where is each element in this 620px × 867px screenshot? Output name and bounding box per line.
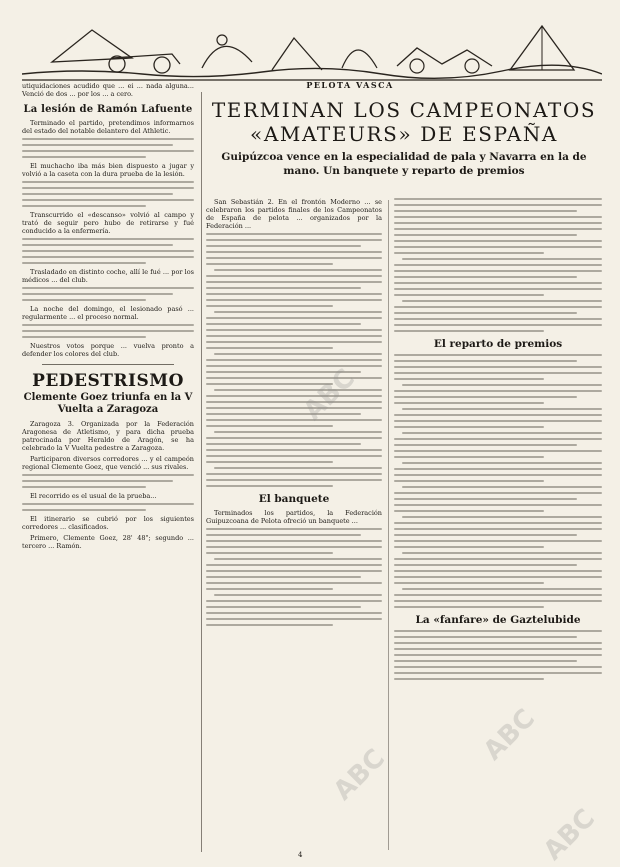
story-paragraph: Nuestros votos porque ... vuelva pronto a defender los colores del club.: [22, 342, 194, 358]
banquet-paragraph: Terminados los partidos, la Federación Guipuzcoana de Pelota ofreció un banquete ...: [206, 509, 382, 525]
main-headline: TERMINAN LOS CAMPEONATOS «AMATEURS» DE ESPAÑA: [211, 98, 597, 146]
watermark: ABC: [328, 743, 391, 807]
body-text: [22, 287, 194, 301]
watermark: ABC: [298, 363, 361, 427]
story-paragraph: La noche del domingo, el lesionado pasó ... regularmente ... el proceso normal.: [22, 305, 194, 321]
divider: [42, 364, 174, 365]
column-rule: [388, 200, 389, 850]
story-paragraph: Transcurrido el «descanso» volvió al campo y trató de seguir pero hubo de retirarse y fué conducido a la enfermería.: [22, 211, 194, 235]
body-text: [206, 233, 382, 487]
mid-column: [206, 198, 382, 630]
story-paragraph: Zaragoza 3. Organizada por la Federación Aragonesa de Atletismo, y para dicha prueba patrocinada por Heraldo de Aragón, se ha celebrado la V Vuelta pedestre a Zaragoza.: [22, 420, 194, 452]
story-paragraph: Terminado el partido, pretendimos informarnos del estado del notable delantero del Athletic.: [22, 119, 194, 135]
body-text: [394, 198, 602, 332]
right-column: [394, 198, 602, 684]
decorative-banner: [22, 18, 602, 84]
page-number: 4: [298, 851, 303, 859]
story-title: La lesión de Ramón Lafuente: [23, 104, 193, 115]
section-title: PEDESTRISMO: [32, 371, 184, 391]
story-paragraph: El muchacho iba más bien dispuesto a jugar y volvió a la caseta con la dura prueba de la lesión.: [22, 162, 194, 178]
body-text: [22, 503, 194, 511]
body-text: [22, 138, 194, 158]
column-rule: [201, 92, 202, 852]
body-text: [394, 354, 602, 608]
story-paragraph: El itinerario se cubrió por los siguientes corredores ... clasificados.: [22, 515, 194, 531]
watermark: ABC: [538, 803, 601, 867]
top-snippet: utiquidaciones acudido que ... ei ... nada alguna... Venció de dos ... por los ... a cero.: [22, 82, 194, 98]
story-paragraph: Participaron diversos corredores ... y el campeón regional Clemente Goez, que venció ... sus rivales.: [22, 455, 194, 471]
main-subheadline: Guipúzcoa vence en la especialidad de pala y Navarra en la de mano. Un banquete y reparto de premios: [221, 151, 587, 177]
story-paragraph: Trasladado en distinto coche, allí le fué ... por los médicos ... del club.: [22, 268, 194, 284]
watermark: ABC: [478, 703, 541, 767]
body-text: [22, 238, 194, 264]
story-title: Clemente Goez triunfa en la V Vuelta a Zaragoza: [23, 392, 193, 415]
body-text: [22, 181, 194, 207]
lead-paragraph: San Sebastián 2. En el frontón Moderno ... se celebraron los partidos finales de los Campeonatos de España de pelota ... organizados por la Federación ...: [206, 198, 382, 230]
story-paragraph: El recorrido es el usual de la prueba...: [30, 492, 157, 500]
banquet-title: El banquete: [258, 493, 330, 505]
story-paragraph: Primero, Clemente Goez, 28' 48"; segundo ... tercero ... Ramón.: [22, 534, 194, 550]
pelota-and-sports-scene-icon: [22, 18, 602, 84]
section-label: PELOTA VASCA: [306, 80, 394, 90]
fanfare-title: La «fanfare» de Gaztelubide: [415, 614, 581, 626]
body-text: [22, 474, 194, 488]
left-column: [22, 82, 194, 553]
body-text: [206, 528, 382, 626]
prizes-title: El reparto de premios: [433, 338, 563, 350]
body-text: [394, 630, 602, 680]
body-text: [22, 324, 194, 338]
